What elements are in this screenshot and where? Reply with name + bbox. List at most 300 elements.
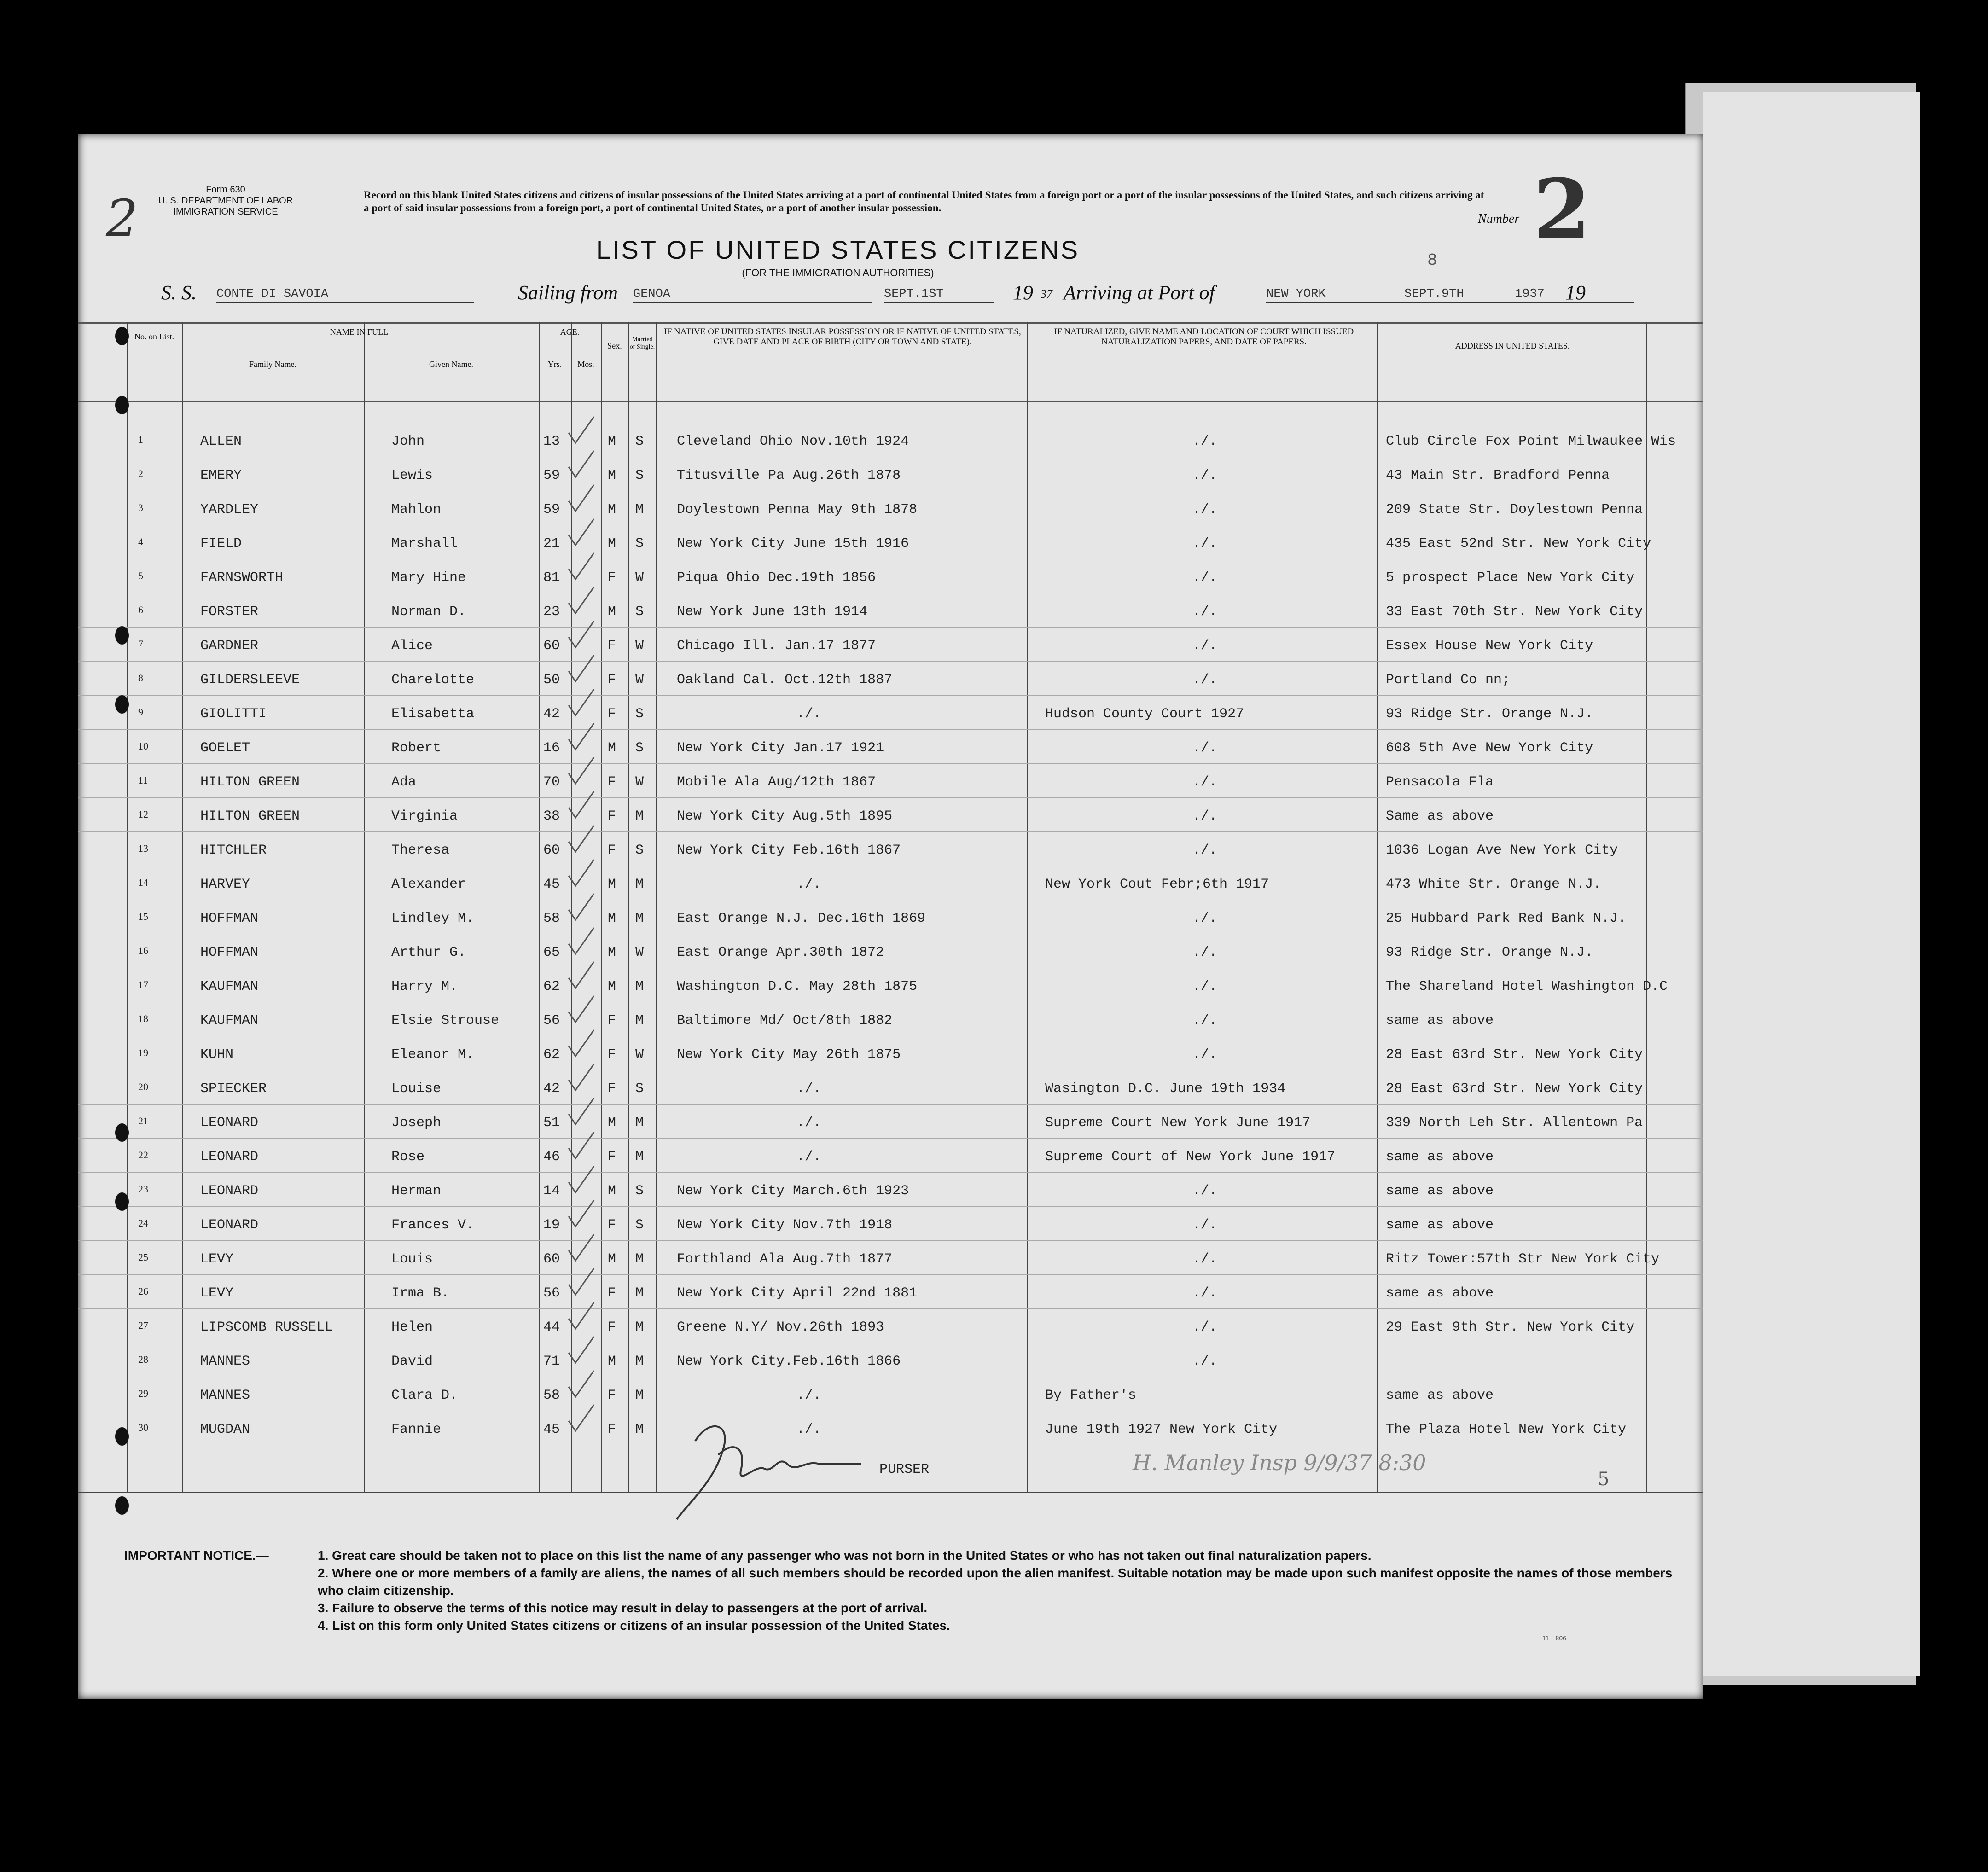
address: same as above <box>1386 1183 1494 1199</box>
birth-place-date: ./. <box>796 1149 822 1165</box>
sex: F <box>608 1285 616 1301</box>
birth-place-date: Oakland Cal. Oct.12th 1887 <box>677 672 893 688</box>
col-birth: IF NATIVE OF UNITED STATES INSULAR POSSESSION OR IF NATIVE OF UNITED STATES, GIVE DATE AND PLACE OF BIRTH (CITY OR TOWN AND STATE). <box>664 327 1021 347</box>
naturalization: ./. <box>1192 774 1218 790</box>
age-years: 60 <box>543 1251 560 1267</box>
table-row <box>78 866 1703 901</box>
row-number: 28 <box>138 1354 148 1365</box>
age-years: 50 <box>543 672 560 688</box>
family-name: MANNES <box>200 1388 250 1403</box>
naturalization: Supreme Court New York June 1917 <box>1045 1115 1311 1131</box>
given-name: Mahlon <box>391 502 442 517</box>
given-name: Theresa <box>391 843 450 858</box>
family-name: HILTON GREEN <box>200 808 300 824</box>
age-years: 42 <box>543 1081 560 1097</box>
binder-hole <box>115 327 129 345</box>
birth-place-date: Washington D.C. May 28th 1875 <box>677 979 918 994</box>
age-years: 45 <box>543 877 560 892</box>
row-number: 22 <box>138 1149 148 1161</box>
birth-place-date: Titusville Pa Aug.26th 1878 <box>677 468 901 483</box>
age-years: 70 <box>543 774 560 790</box>
sex: F <box>608 570 616 586</box>
sex: M <box>608 1183 616 1199</box>
col-family-name: Family Name. <box>249 360 296 369</box>
row-rule <box>78 1308 1703 1309</box>
address: same as above <box>1386 1217 1494 1233</box>
sex: F <box>608 1320 616 1335</box>
check-mark <box>566 1334 599 1366</box>
age-years: 45 <box>543 1422 560 1437</box>
address: 5 prospect Place New York City <box>1386 570 1635 586</box>
naturalization: ./. <box>1192 740 1218 756</box>
given-name: Mary Hine <box>391 570 466 586</box>
binder-hole <box>115 396 129 414</box>
col-naturalized: IF NATURALIZED, GIVE NAME AND LOCATION OF COURT WHICH ISSUED NATURALIZATION PAPERS, AND DATE OF PAPERS. <box>1054 327 1354 347</box>
family-name: FARNSWORTH <box>200 570 284 586</box>
arrival-date: SEPT.9TH <box>1404 287 1464 301</box>
given-name: Eleanor M. <box>391 1047 475 1063</box>
header-bottom-rule <box>78 401 1703 402</box>
marital-status: S <box>635 1217 644 1233</box>
age-years: 71 <box>543 1354 560 1369</box>
row-rule <box>78 1104 1703 1105</box>
given-name: Clara D. <box>391 1388 458 1403</box>
naturalization: ./. <box>1192 979 1218 994</box>
check-mark <box>566 789 599 821</box>
given-name: Charelotte <box>391 672 475 688</box>
row-number: 12 <box>138 808 148 820</box>
given-name: Louise <box>391 1081 442 1097</box>
sex: F <box>608 1422 616 1437</box>
age-years: 16 <box>543 740 560 756</box>
marital-status: M <box>635 808 644 824</box>
family-name: SPIECKER <box>200 1081 267 1097</box>
naturalization: ./. <box>1192 1217 1218 1233</box>
naturalization: ./. <box>1192 808 1218 824</box>
service-name: IMMIGRATION SERVICE <box>173 207 278 217</box>
table-row <box>78 1105 1703 1139</box>
address: 339 North Leh Str. Allentown Pa <box>1386 1115 1643 1131</box>
row-rule <box>78 1274 1703 1275</box>
birth-place-date: ./. <box>796 877 822 892</box>
check-mark <box>566 823 599 855</box>
given-name: Virginia <box>391 808 458 824</box>
marital-status: S <box>635 740 644 756</box>
check-mark <box>566 1130 599 1162</box>
marital-status: W <box>635 1047 644 1063</box>
notice-item: 4. List on this form only United States citizens or citizens of an insular possession of the United States. <box>318 1618 950 1633</box>
sex: F <box>608 638 616 654</box>
ship-name: CONTE DI SAVOIA <box>216 287 474 303</box>
age-years: 59 <box>543 502 560 517</box>
family-name: GILDERSLEEVE <box>200 672 300 688</box>
year-suffix: 37 <box>1041 287 1052 301</box>
given-name: Louis <box>391 1251 433 1267</box>
naturalization: ./. <box>1192 911 1218 926</box>
age-years: 56 <box>543 1285 560 1301</box>
row-number: 23 <box>138 1183 148 1195</box>
family-name: LEVY <box>200 1251 234 1267</box>
sex: F <box>608 672 616 688</box>
age-years: 23 <box>543 604 560 620</box>
sex: M <box>608 979 616 994</box>
sex: M <box>608 604 616 620</box>
marital-status: S <box>635 1081 644 1097</box>
table-row <box>78 458 1703 492</box>
sex: F <box>608 808 616 824</box>
sheet-number: 2 <box>1533 161 1591 258</box>
naturalization: Supreme Court of New York June 1917 <box>1045 1149 1336 1165</box>
table-top-rule <box>78 322 1703 324</box>
family-name: GOELET <box>200 740 250 756</box>
check-mark <box>566 891 599 924</box>
birth-place-date: Greene N.Y/ Nov.26th 1893 <box>677 1320 884 1335</box>
birth-place-date: Baltimore Md/ Oct/8th 1882 <box>677 1013 893 1029</box>
address: Ritz Tower:57th Str New York City <box>1386 1251 1660 1267</box>
row-number: 2 <box>138 468 143 479</box>
row-rule <box>78 1172 1703 1173</box>
col-yrs: Yrs. <box>547 360 562 369</box>
check-mark <box>566 619 599 651</box>
voyage-line <box>78 281 1703 313</box>
check-mark <box>566 1062 599 1094</box>
check-mark <box>566 414 599 447</box>
naturalization: ./. <box>1192 1251 1218 1267</box>
age-years: 56 <box>543 1013 560 1029</box>
table-row <box>78 901 1703 935</box>
birth-place-date: Mobile Ala Aug/12th 1867 <box>677 774 876 790</box>
birth-place-date: ./. <box>796 1081 822 1097</box>
table-row <box>78 1207 1703 1241</box>
check-mark <box>566 959 599 992</box>
family-name: MUGDAN <box>200 1422 250 1437</box>
binder-hole <box>115 1427 129 1446</box>
naturalization: ./. <box>1192 843 1218 858</box>
marital-status: W <box>635 638 644 654</box>
number-label: Number <box>1478 212 1520 226</box>
row-number: 3 <box>138 502 143 513</box>
family-name: YARDLEY <box>200 502 259 517</box>
row-number: 10 <box>138 740 148 752</box>
given-name: John <box>391 434 425 449</box>
family-name: FIELD <box>200 536 242 552</box>
age-years: 51 <box>543 1115 560 1131</box>
address: 608 5th Ave New York City <box>1386 740 1593 756</box>
address: Club Circle Fox Point Milwaukee Wis <box>1386 434 1676 449</box>
binder-hole <box>115 1496 129 1515</box>
marital-status: S <box>635 468 644 483</box>
address: 28 East 63rd Str. New York City <box>1386 1047 1643 1063</box>
family-name: KAUFMAN <box>200 1013 259 1029</box>
family-name: LEONARD <box>200 1183 259 1199</box>
notice-item: 1. Great care should be taken not to place on this list the name of any passenger who was not born in the United States or who has not taken out final naturalization papers. <box>318 1548 1372 1563</box>
row-number: 6 <box>138 604 143 616</box>
given-name: Joseph <box>391 1115 442 1131</box>
row-rule <box>78 1138 1703 1139</box>
sex: F <box>608 1013 616 1029</box>
sex: M <box>608 911 616 926</box>
marital-status: M <box>635 1285 644 1301</box>
check-mark <box>566 1198 599 1230</box>
marital-status: M <box>635 1149 644 1165</box>
given-name: Lindley M. <box>391 911 475 926</box>
naturalization: ./. <box>1192 468 1218 483</box>
row-number: 25 <box>138 1251 148 1263</box>
check-mark <box>566 517 599 549</box>
check-mark <box>566 857 599 889</box>
notice-item: 2. Where one or more members of a family are aliens, the names of all such members should be recorded upon the alien manifest. Suitable notation may be made upon such manifest opposite the names of those members who claim citizenship. <box>318 1566 1673 1598</box>
family-name: LEONARD <box>200 1149 259 1165</box>
marital-status: S <box>635 843 644 858</box>
family-name: HILTON GREEN <box>200 774 300 790</box>
marital-status: M <box>635 979 644 994</box>
age-years: 60 <box>543 843 560 858</box>
address: 93 Ridge Str. Orange N.J. <box>1386 945 1593 960</box>
sex: M <box>608 468 616 483</box>
row-number: 1 <box>138 434 143 445</box>
sex: M <box>608 536 616 552</box>
naturalization: June 19th 1927 New York City <box>1045 1422 1278 1437</box>
age-years: 14 <box>543 1183 560 1199</box>
sex: F <box>608 843 616 858</box>
form-number: Form 630 <box>206 185 245 195</box>
given-name: Elsie Strouse <box>391 1013 500 1029</box>
row-number: 24 <box>138 1217 148 1229</box>
year-prefix: 19 <box>1013 281 1033 304</box>
marital-status: S <box>635 536 644 552</box>
departure-port: GENOA <box>633 287 872 303</box>
family-name: FORSTER <box>200 604 259 620</box>
marital-status: M <box>635 877 644 892</box>
table-row <box>78 424 1703 458</box>
given-name: Arthur G. <box>391 945 466 960</box>
naturalization: ./. <box>1192 945 1218 960</box>
table-row <box>78 730 1703 764</box>
birth-place-date: Chicago Ill. Jan.17 1877 <box>677 638 876 654</box>
check-mark <box>566 551 599 583</box>
age-years: 59 <box>543 468 560 483</box>
table-row <box>78 1037 1703 1071</box>
row-number: 8 <box>138 672 143 684</box>
page-subtitle: (FOR THE IMMIGRATION AUTHORITIES) <box>742 267 934 279</box>
given-name: Fannie <box>391 1422 442 1437</box>
table-row <box>78 1139 1703 1173</box>
address: 43 Main Str. Bradford Penna <box>1386 468 1610 483</box>
arrival-year: 1937 <box>1515 287 1545 301</box>
age-years: 21 <box>543 536 560 552</box>
family-name: ALLEN <box>200 434 242 449</box>
form-code: 11—806 <box>1542 1634 1566 1642</box>
ss-label: S. S. <box>161 281 197 304</box>
age-years: 60 <box>543 638 560 654</box>
table-row <box>78 662 1703 696</box>
binder-hole <box>115 626 129 645</box>
marital-status: W <box>635 570 644 586</box>
birth-place-date: Forthland Ala Aug.7th 1877 <box>677 1251 893 1267</box>
row-number: 11 <box>138 774 148 786</box>
check-mark <box>566 585 599 617</box>
back-sheet-edge <box>1703 92 1920 1676</box>
naturalization: ./. <box>1192 1047 1218 1063</box>
notice-items <box>318 1547 1676 1634</box>
family-name: HITCHLER <box>200 843 267 858</box>
birth-place-date: New York City June 15th 1916 <box>677 536 909 552</box>
table-row <box>78 1343 1703 1378</box>
address: 473 White Str. Orange N.J. <box>1386 877 1602 892</box>
family-name: LEVY <box>200 1285 234 1301</box>
row-number: 7 <box>138 638 143 650</box>
address: Portland Co nn; <box>1386 672 1511 688</box>
naturalization: Wasington D.C. June 19th 1934 <box>1045 1081 1286 1097</box>
marital-status: S <box>635 706 644 722</box>
table-row <box>78 628 1703 662</box>
given-name: Herman <box>391 1183 442 1199</box>
given-name: David <box>391 1354 433 1369</box>
sex: M <box>608 945 616 960</box>
check-mark <box>566 1164 599 1196</box>
birth-place-date: New York City Feb.16th 1867 <box>677 843 901 858</box>
table-row <box>78 798 1703 832</box>
sex: M <box>608 1251 616 1267</box>
binder-hole <box>115 695 129 714</box>
given-name: Helen <box>391 1320 433 1335</box>
marital-status: S <box>635 604 644 620</box>
row-number: 21 <box>138 1115 148 1127</box>
age-years: 81 <box>543 570 560 586</box>
marital-status: M <box>635 1115 644 1131</box>
check-mark <box>566 721 599 753</box>
table-row <box>78 560 1703 594</box>
family-name: KUHN <box>200 1047 234 1063</box>
check-mark <box>566 1266 599 1298</box>
check-mark <box>566 687 599 719</box>
address: 435 East 52nd Str. New York City <box>1386 536 1651 552</box>
family-name: HOFFMAN <box>200 945 259 960</box>
departure-date: SEPT.1ST <box>884 287 994 303</box>
table-row <box>78 594 1703 628</box>
check-mark <box>566 1402 599 1435</box>
sex: F <box>608 774 616 790</box>
birth-place-date: Cleveland Ohio Nov.10th 1924 <box>677 434 909 449</box>
age-years: 19 <box>543 1217 560 1233</box>
notice-heading: IMPORTANT NOTICE.— <box>124 1548 269 1563</box>
marital-status: W <box>635 945 644 960</box>
birth-place-date: New York City.Feb.16th 1866 <box>677 1354 901 1369</box>
marital-status: M <box>635 1013 644 1029</box>
naturalization: ./. <box>1192 672 1218 688</box>
table-row <box>78 832 1703 866</box>
row-rule <box>78 729 1703 730</box>
table-row <box>78 526 1703 560</box>
row-number: 27 <box>138 1320 148 1331</box>
birth-place-date: Doylestown Penna May 9th 1878 <box>677 502 918 517</box>
row-rule <box>78 763 1703 764</box>
row-number: 19 <box>138 1047 148 1058</box>
age-years: 65 <box>543 945 560 960</box>
row-number: 14 <box>138 877 148 888</box>
row-number: 13 <box>138 843 148 854</box>
birth-place-date: ./. <box>796 1422 822 1437</box>
address: same as above <box>1386 1013 1494 1029</box>
given-name: Irma B. <box>391 1285 450 1301</box>
sex: M <box>608 1115 616 1131</box>
row-number: 29 <box>138 1388 148 1399</box>
naturalization: ./. <box>1192 570 1218 586</box>
naturalization: ./. <box>1192 638 1218 654</box>
address: 1036 Logan Ave New York City <box>1386 843 1618 858</box>
address: Same as above <box>1386 808 1494 824</box>
row-number: 26 <box>138 1285 148 1297</box>
family-name: LIPSCOMB RUSSELL <box>200 1320 333 1335</box>
address: 25 Hubbard Park Red Bank N.J. <box>1386 911 1627 926</box>
table-row <box>78 969 1703 1003</box>
naturalization: ./. <box>1192 604 1218 620</box>
address: same as above <box>1386 1388 1494 1403</box>
sex: F <box>608 706 616 722</box>
birth-place-date: New York City April 22nd 1881 <box>677 1285 918 1301</box>
col-given-name: Given Name. <box>429 360 473 369</box>
family-name: LEONARD <box>200 1217 259 1233</box>
binder-hole <box>115 1192 129 1211</box>
row-number: 18 <box>138 1013 148 1024</box>
manifest-page <box>78 134 1703 1699</box>
check-mark <box>566 653 599 685</box>
family-name: EMERY <box>200 468 242 483</box>
given-name: Frances V. <box>391 1217 475 1233</box>
naturalization: ./. <box>1192 1320 1218 1335</box>
address: 28 East 63rd Str. New York City <box>1386 1081 1643 1097</box>
naturalization: ./. <box>1192 1285 1218 1301</box>
birth-place-date: New York City Aug.5th 1895 <box>677 808 893 824</box>
check-mark <box>566 755 599 787</box>
age-years: 46 <box>543 1149 560 1165</box>
table-row <box>78 764 1703 798</box>
age-years: 58 <box>543 1388 560 1403</box>
marital-status: M <box>635 1354 644 1369</box>
row-number: 5 <box>138 570 143 581</box>
birth-place-date: East Orange Apr.30th 1872 <box>677 945 884 960</box>
birth-place-date: New York City Jan.17 1921 <box>677 740 884 756</box>
row-rule <box>78 627 1703 628</box>
age-years: 38 <box>543 808 560 824</box>
marital-status: W <box>635 774 644 790</box>
birth-place-date: East Orange N.J. Dec.16th 1869 <box>677 911 926 926</box>
birth-place-date: ./. <box>796 1115 822 1131</box>
corner-mark: 5 <box>1598 1469 1610 1490</box>
row-rule <box>78 797 1703 798</box>
col-no: No. on List. <box>134 332 174 341</box>
given-name: Harry M. <box>391 979 458 994</box>
naturalization: Hudson County Court 1927 <box>1045 706 1244 722</box>
arrival-port: NEW YORK <box>1266 287 1634 303</box>
marital-status: M <box>635 1320 644 1335</box>
department-name: U. S. DEPARTMENT OF LABOR <box>158 196 293 206</box>
notice-item: 3. Failure to observe the terms of this notice may result in delay to passengers at the port of arrival. <box>318 1601 928 1615</box>
naturalization: ./. <box>1192 1013 1218 1029</box>
age-years: 62 <box>543 979 560 994</box>
family-name: KAUFMAN <box>200 979 259 994</box>
address: 33 East 70th Str. New York City <box>1386 604 1643 620</box>
age-years: 44 <box>543 1320 560 1335</box>
family-name: HARVEY <box>200 877 250 892</box>
check-mark <box>566 1368 599 1401</box>
table-row <box>78 492 1703 526</box>
col-mos: Mos. <box>577 360 594 369</box>
family-name: MANNES <box>200 1354 250 1369</box>
col-name-in-full: NAME IN FULL <box>182 327 536 340</box>
age-years: 58 <box>543 911 560 926</box>
marital-status: S <box>635 434 644 449</box>
